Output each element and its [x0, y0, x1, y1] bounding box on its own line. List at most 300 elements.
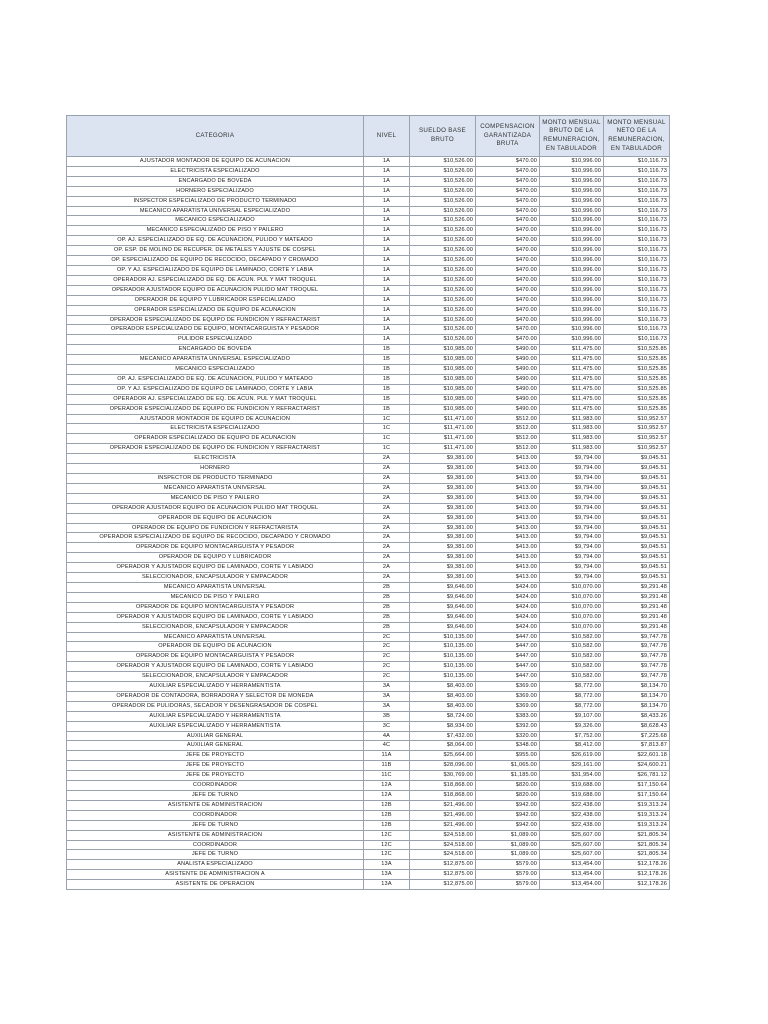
cell-nivel: 2A — [364, 483, 410, 493]
cell-monto-bruto: $9,794.00 — [540, 503, 604, 513]
cell-monto-neto: $10,116.73 — [604, 256, 670, 266]
table-row — [67, 612, 670, 622]
table-row — [67, 246, 670, 256]
cell-nivel: 2B — [364, 602, 410, 612]
cell-monto-neto: $10,116.73 — [604, 265, 670, 275]
cell-compensacion: $413.00 — [476, 503, 540, 513]
cell-monto-neto: $19,313.24 — [604, 800, 670, 810]
cell-monto-bruto: $11,983.00 — [540, 444, 604, 454]
cell-compensacion: $470.00 — [476, 196, 540, 206]
cell-monto-bruto: $11,475.00 — [540, 374, 604, 384]
cell-categoria: PULIDOR ESPECIALIZADO — [67, 335, 364, 345]
cell-nivel: 4C — [364, 741, 410, 751]
table-row — [67, 553, 670, 563]
cell-compensacion: $470.00 — [476, 236, 540, 246]
cell-monto-neto: $10,525.85 — [604, 374, 670, 384]
table-row — [67, 275, 670, 285]
cell-categoria: COORDINADOR — [67, 840, 364, 850]
cell-nivel: 1A — [364, 196, 410, 206]
table-row — [67, 166, 670, 176]
cell-compensacion: $1,089.00 — [476, 840, 540, 850]
cell-sueldo-base: $10,526.00 — [410, 216, 476, 226]
table-row — [67, 404, 670, 414]
cell-categoria: OPERADOR ESPECIALIZADO DE EQUIPO DE FUNDICION Y REFRACTARIST — [67, 404, 364, 414]
table-row — [67, 335, 670, 345]
cell-sueldo-base: $8,403.00 — [410, 691, 476, 701]
table-row — [67, 820, 670, 830]
cell-monto-bruto: $9,794.00 — [540, 573, 604, 583]
cell-sueldo-base: $10,526.00 — [410, 206, 476, 216]
cell-sueldo-base: $9,381.00 — [410, 464, 476, 474]
cell-monto-neto: $9,291.48 — [604, 612, 670, 622]
cell-compensacion: $1,185.00 — [476, 771, 540, 781]
cell-nivel: 1A — [364, 265, 410, 275]
cell-monto-neto: $10,525.85 — [604, 365, 670, 375]
table-row — [67, 414, 670, 424]
cell-monto-bruto: $9,794.00 — [540, 543, 604, 553]
table-row — [67, 483, 670, 493]
cell-categoria: OPERADOR AJUSTADOR EQUIPO DE ACUNACION PULIDO MAT TROQUEL — [67, 503, 364, 513]
cell-compensacion: $413.00 — [476, 563, 540, 573]
cell-categoria: MECANICO APARATISTA UNIVERSAL ESPECIALIZADO — [67, 355, 364, 365]
cell-monto-neto: $8,433.26 — [604, 711, 670, 721]
cell-monto-neto: $9,045.51 — [604, 503, 670, 513]
cell-categoria: OPERADOR DE EQUIPO Y LUBRICADOR ESPECIALIZADO — [67, 295, 364, 305]
cell-sueldo-base: $11,471.00 — [410, 414, 476, 424]
cell-nivel: 1B — [364, 374, 410, 384]
cell-sueldo-base: $24,518.00 — [410, 840, 476, 850]
cell-nivel: 13A — [364, 860, 410, 870]
cell-sueldo-base: $9,381.00 — [410, 523, 476, 533]
cell-monto-neto: $9,747.78 — [604, 652, 670, 662]
cell-compensacion: $470.00 — [476, 305, 540, 315]
cell-sueldo-base: $10,526.00 — [410, 176, 476, 186]
cell-sueldo-base: $8,724.00 — [410, 711, 476, 721]
cell-monto-neto: $10,952.57 — [604, 424, 670, 434]
cell-categoria: OPERADOR AJ. ESPECIALIZADO DE EQ. DE ACUN. PUL Y MAT TROQUEL — [67, 394, 364, 404]
table-row — [67, 850, 670, 860]
cell-categoria: OP. AJ. ESPECIALIZADO DE EQ. DE ACUNACION, PULIDO Y MATEADO — [67, 236, 364, 246]
cell-compensacion: $470.00 — [476, 166, 540, 176]
table-row — [67, 751, 670, 761]
cell-compensacion: $1,089.00 — [476, 830, 540, 840]
cell-nivel: 2A — [364, 454, 410, 464]
cell-compensacion: $470.00 — [476, 246, 540, 256]
cell-compensacion: $413.00 — [476, 454, 540, 464]
cell-monto-bruto: $9,107.00 — [540, 711, 604, 721]
table-row — [67, 325, 670, 335]
cell-monto-neto: $9,747.78 — [604, 662, 670, 672]
cell-nivel: 13A — [364, 870, 410, 880]
table-row — [67, 741, 670, 751]
cell-nivel: 1A — [364, 275, 410, 285]
cell-monto-neto: $10,116.73 — [604, 335, 670, 345]
cell-categoria: ELECTRICISTA ESPECIALIZADO — [67, 424, 364, 434]
cell-sueldo-base: $7,432.00 — [410, 731, 476, 741]
cell-monto-neto: $9,045.51 — [604, 493, 670, 503]
cell-monto-bruto: $10,070.00 — [540, 592, 604, 602]
cell-categoria: MECANICO APARATISTA UNIVERSAL — [67, 632, 364, 642]
cell-monto-bruto: $11,475.00 — [540, 384, 604, 394]
cell-nivel: 2A — [364, 493, 410, 503]
cell-nivel: 2B — [364, 582, 410, 592]
cell-sueldo-base: $10,526.00 — [410, 315, 476, 325]
cell-compensacion: $424.00 — [476, 622, 540, 632]
cell-categoria: SELECCIONADOR, ENCAPSULADOR Y EMPACADOR — [67, 573, 364, 583]
cell-nivel: 1C — [364, 414, 410, 424]
cell-categoria: OP. Y AJ. ESPECIALIZADO DE EQUIPO DE LAMINADO, CORTE Y LABIA — [67, 265, 364, 275]
cell-monto-bruto: $9,794.00 — [540, 553, 604, 563]
cell-sueldo-base: $10,985.00 — [410, 404, 476, 414]
cell-monto-bruto: $10,996.00 — [540, 186, 604, 196]
cell-nivel: 2B — [364, 612, 410, 622]
cell-sueldo-base: $10,985.00 — [410, 394, 476, 404]
cell-categoria: HORNERO — [67, 464, 364, 474]
cell-monto-neto: $10,525.85 — [604, 404, 670, 414]
cell-monto-neto: $21,805.34 — [604, 830, 670, 840]
cell-compensacion: $955.00 — [476, 751, 540, 761]
cell-monto-bruto: $9,794.00 — [540, 483, 604, 493]
cell-nivel: 1A — [364, 246, 410, 256]
cell-compensacion: $413.00 — [476, 573, 540, 583]
table-row — [67, 513, 670, 523]
cell-monto-bruto: $11,983.00 — [540, 414, 604, 424]
cell-sueldo-base: $9,646.00 — [410, 612, 476, 622]
table-row — [67, 731, 670, 741]
cell-nivel: 3A — [364, 701, 410, 711]
table-row — [67, 493, 670, 503]
cell-nivel: 12B — [364, 820, 410, 830]
cell-compensacion: $447.00 — [476, 672, 540, 682]
cell-compensacion: $320.00 — [476, 731, 540, 741]
table-row — [67, 206, 670, 216]
table-row — [67, 800, 670, 810]
cell-nivel: 11B — [364, 761, 410, 771]
cell-compensacion: $1,065.00 — [476, 761, 540, 771]
cell-sueldo-base: $9,381.00 — [410, 553, 476, 563]
cell-monto-neto: $19,313.24 — [604, 810, 670, 820]
cell-compensacion: $490.00 — [476, 384, 540, 394]
cell-categoria: OP. ESP. DE MOLINO DE RECUPER. DE METALES Y AJUSTE DE COSPEL — [67, 246, 364, 256]
cell-compensacion: $490.00 — [476, 365, 540, 375]
cell-categoria: OPERADOR ESPECIALIZADO DE EQUIPO DE RECOCIDO, DECAPADO Y CROMADO — [67, 533, 364, 543]
cell-sueldo-base: $9,646.00 — [410, 592, 476, 602]
cell-monto-bruto: $13,454.00 — [540, 860, 604, 870]
cell-nivel: 1A — [364, 285, 410, 295]
cell-monto-bruto: $10,070.00 — [540, 612, 604, 622]
cell-categoria: ASISTENTE DE ADMINISTRACION — [67, 800, 364, 810]
cell-categoria: OPERADOR DE EQUIPO MONTACARGUISTA Y PESADOR — [67, 652, 364, 662]
cell-compensacion: $579.00 — [476, 870, 540, 880]
cell-nivel: 2B — [364, 622, 410, 632]
cell-sueldo-base: $12,875.00 — [410, 860, 476, 870]
table-row — [67, 434, 670, 444]
table-row — [67, 682, 670, 692]
cell-compensacion: $470.00 — [476, 315, 540, 325]
table-row — [67, 672, 670, 682]
cell-monto-neto: $10,116.73 — [604, 196, 670, 206]
cell-monto-neto: $10,116.73 — [604, 315, 670, 325]
cell-categoria: AUXILIAR ESPECIALIZADO Y HERRAMENTISTA — [67, 711, 364, 721]
table-row — [67, 771, 670, 781]
cell-nivel: 2B — [364, 592, 410, 602]
cell-nivel: 2A — [364, 543, 410, 553]
table-row — [67, 840, 670, 850]
table-row — [67, 602, 670, 612]
cell-compensacion: $579.00 — [476, 880, 540, 890]
cell-monto-bruto: $9,794.00 — [540, 563, 604, 573]
cell-categoria: OPERADOR DE EQUIPO DE ACUNACION — [67, 513, 364, 523]
cell-categoria: AJUSTADOR MONTADOR DE EQUIPO DE ACUNACION — [67, 157, 364, 167]
table-row — [67, 196, 670, 206]
table-row — [67, 157, 670, 167]
cell-monto-neto: $7,813.87 — [604, 741, 670, 751]
cell-sueldo-base: $8,934.00 — [410, 721, 476, 731]
cell-nivel: 1B — [364, 404, 410, 414]
cell-monto-neto: $10,525.85 — [604, 345, 670, 355]
cell-categoria: MECANICO APARATISTA UNIVERSAL ESPECIALIZADO — [67, 206, 364, 216]
cell-categoria: MECANICO ESPECIALIZADO — [67, 365, 364, 375]
cell-categoria: OPERADOR DE EQUIPO MONTACARGUISTA Y PESADOR — [67, 543, 364, 553]
cell-sueldo-base: $24,518.00 — [410, 850, 476, 860]
cell-monto-neto: $9,045.51 — [604, 523, 670, 533]
cell-categoria: OP. AJ. ESPECIALIZADO DE EQ. DE ACUNACION, PULIDO Y MATEADO — [67, 374, 364, 384]
cell-categoria: OPERADOR AJUSTADOR EQUIPO DE ACUNACION PULIDO MAT TROQUEL — [67, 285, 364, 295]
table-row — [67, 345, 670, 355]
cell-nivel: 2C — [364, 672, 410, 682]
cell-sueldo-base: $12,875.00 — [410, 880, 476, 890]
cell-compensacion: $413.00 — [476, 464, 540, 474]
cell-monto-bruto: $10,070.00 — [540, 602, 604, 612]
cell-monto-neto: $21,805.34 — [604, 840, 670, 850]
table-row — [67, 642, 670, 652]
cell-compensacion: $470.00 — [476, 275, 540, 285]
cell-nivel: 1B — [364, 394, 410, 404]
cell-categoria: INSPECTOR DE PRODUCTO TERMINADO — [67, 474, 364, 484]
cell-compensacion: $424.00 — [476, 592, 540, 602]
cell-sueldo-base: $10,526.00 — [410, 335, 476, 345]
cell-compensacion: $447.00 — [476, 632, 540, 642]
cell-monto-bruto: $10,996.00 — [540, 216, 604, 226]
cell-monto-neto: $10,525.85 — [604, 355, 670, 365]
cell-monto-neto: $9,045.51 — [604, 553, 670, 563]
cell-monto-neto: $10,116.73 — [604, 216, 670, 226]
cell-monto-bruto: $8,412.00 — [540, 741, 604, 751]
cell-compensacion: $490.00 — [476, 394, 540, 404]
cell-compensacion: $369.00 — [476, 701, 540, 711]
cell-monto-bruto: $26,619.00 — [540, 751, 604, 761]
cell-nivel: 1A — [364, 236, 410, 246]
cell-categoria: OPERADOR Y AJUSTADOR EQUIPO DE LAMINADO, CORTE Y LABIADO — [67, 612, 364, 622]
cell-categoria: JEFE DE TURNO — [67, 820, 364, 830]
cell-nivel: 1B — [364, 345, 410, 355]
cell-monto-neto: $9,747.78 — [604, 642, 670, 652]
cell-monto-bruto: $9,794.00 — [540, 464, 604, 474]
cell-monto-bruto: $31,954.00 — [540, 771, 604, 781]
table-row — [67, 503, 670, 513]
cell-monto-neto: $8,134.70 — [604, 682, 670, 692]
cell-sueldo-base: $10,526.00 — [410, 246, 476, 256]
cell-monto-neto: $9,045.51 — [604, 573, 670, 583]
cell-monto-neto: $22,601.18 — [604, 751, 670, 761]
cell-monto-neto: $10,116.73 — [604, 186, 670, 196]
cell-monto-bruto: $10,582.00 — [540, 652, 604, 662]
cell-compensacion: $413.00 — [476, 533, 540, 543]
cell-monto-bruto: $11,475.00 — [540, 365, 604, 375]
cell-monto-neto: $10,525.85 — [604, 394, 670, 404]
cell-categoria: OPERADOR DE EQUIPO DE ACUNACION — [67, 642, 364, 652]
cell-monto-bruto: $7,752.00 — [540, 731, 604, 741]
cell-compensacion: $942.00 — [476, 820, 540, 830]
cell-monto-neto: $9,045.51 — [604, 533, 670, 543]
cell-monto-bruto: $19,688.00 — [540, 791, 604, 801]
cell-monto-bruto: $11,983.00 — [540, 434, 604, 444]
cell-compensacion: $392.00 — [476, 721, 540, 731]
table-row — [67, 563, 670, 573]
cell-monto-bruto: $10,996.00 — [540, 226, 604, 236]
cell-categoria: MECANICO APARATISTA UNIVERSAL — [67, 483, 364, 493]
cell-compensacion: $820.00 — [476, 781, 540, 791]
cell-categoria: ASISTENTE DE ADMINISTRACION — [67, 830, 364, 840]
cell-sueldo-base: $8,403.00 — [410, 701, 476, 711]
cell-monto-bruto: $10,996.00 — [540, 246, 604, 256]
cell-monto-neto: $12,178.26 — [604, 870, 670, 880]
cell-categoria: OPERADOR AJ. ESPECIALIZADO DE EQ. DE ACUN. PUL Y MAT TROQUEL — [67, 275, 364, 285]
cell-monto-bruto: $25,607.00 — [540, 830, 604, 840]
cell-compensacion: $470.00 — [476, 265, 540, 275]
table-row — [67, 236, 670, 246]
cell-compensacion: $413.00 — [476, 474, 540, 484]
cell-compensacion: $369.00 — [476, 691, 540, 701]
cell-monto-neto: $8,134.70 — [604, 701, 670, 711]
cell-nivel: 12C — [364, 850, 410, 860]
cell-nivel: 1A — [364, 157, 410, 167]
cell-compensacion: $470.00 — [476, 295, 540, 305]
cell-sueldo-base: $18,868.00 — [410, 781, 476, 791]
cell-nivel: 11A — [364, 751, 410, 761]
cell-sueldo-base: $10,985.00 — [410, 345, 476, 355]
header-monto-bruto: MONTO MENSUAL BRUTO DE LA REMUNERACION, EN TABULADOR — [540, 116, 604, 157]
cell-sueldo-base: $10,526.00 — [410, 305, 476, 315]
table-row — [67, 810, 670, 820]
cell-monto-neto: $7,225.68 — [604, 731, 670, 741]
table-row — [67, 791, 670, 801]
table-row — [67, 464, 670, 474]
cell-sueldo-base: $10,135.00 — [410, 672, 476, 682]
cell-monto-neto: $9,291.48 — [604, 582, 670, 592]
cell-nivel: 2C — [364, 632, 410, 642]
cell-nivel: 1A — [364, 295, 410, 305]
cell-monto-neto: $10,116.73 — [604, 295, 670, 305]
cell-sueldo-base: $10,985.00 — [410, 365, 476, 375]
cell-monto-bruto: $10,996.00 — [540, 275, 604, 285]
cell-monto-bruto: $10,996.00 — [540, 256, 604, 266]
cell-nivel: 13A — [364, 880, 410, 890]
cell-categoria: ELECTRICISTA — [67, 454, 364, 464]
cell-monto-neto: $10,116.73 — [604, 236, 670, 246]
table-row — [67, 454, 670, 464]
table-row — [67, 691, 670, 701]
table-row — [67, 870, 670, 880]
cell-monto-bruto: $10,996.00 — [540, 325, 604, 335]
header-categoria: CATEGORIA — [67, 116, 364, 157]
cell-sueldo-base: $21,496.00 — [410, 810, 476, 820]
cell-monto-neto: $9,291.48 — [604, 592, 670, 602]
cell-categoria: MECANICO ESPECIALIZADO — [67, 216, 364, 226]
cell-monto-bruto: $10,996.00 — [540, 285, 604, 295]
cell-monto-bruto: $13,454.00 — [540, 880, 604, 890]
cell-compensacion: $490.00 — [476, 345, 540, 355]
cell-nivel: 2C — [364, 642, 410, 652]
cell-monto-neto: $10,116.73 — [604, 275, 670, 285]
cell-categoria: OP. Y AJ. ESPECIALIZADO DE EQUIPO DE LAMINADO, CORTE Y LABIA — [67, 384, 364, 394]
cell-monto-bruto: $10,996.00 — [540, 157, 604, 167]
table-row — [67, 592, 670, 602]
cell-monto-bruto: $29,161.00 — [540, 761, 604, 771]
cell-nivel: 2A — [364, 563, 410, 573]
cell-sueldo-base: $10,526.00 — [410, 166, 476, 176]
cell-nivel: 1A — [364, 206, 410, 216]
table-row — [67, 830, 670, 840]
cell-sueldo-base: $10,985.00 — [410, 355, 476, 365]
cell-categoria: OPERADOR ESPECIALIZADO DE EQUIPO DE ACUNACION — [67, 305, 364, 315]
cell-sueldo-base: $10,526.00 — [410, 157, 476, 167]
header-row — [67, 116, 670, 157]
table-row — [67, 365, 670, 375]
cell-monto-neto: $10,116.73 — [604, 157, 670, 167]
cell-compensacion: $424.00 — [476, 582, 540, 592]
cell-monto-neto: $9,045.51 — [604, 454, 670, 464]
cell-categoria: ELECTRICISTA ESPECIALIZADO — [67, 166, 364, 176]
cell-compensacion: $470.00 — [476, 285, 540, 295]
cell-compensacion: $413.00 — [476, 483, 540, 493]
table-body — [67, 157, 670, 890]
cell-monto-neto: $24,600.21 — [604, 761, 670, 771]
cell-monto-bruto: $9,794.00 — [540, 523, 604, 533]
cell-compensacion: $383.00 — [476, 711, 540, 721]
cell-compensacion: $424.00 — [476, 602, 540, 612]
cell-compensacion: $512.00 — [476, 424, 540, 434]
cell-monto-neto: $10,116.73 — [604, 246, 670, 256]
cell-nivel: 12C — [364, 830, 410, 840]
cell-monto-bruto: $11,475.00 — [540, 394, 604, 404]
table-row — [67, 384, 670, 394]
cell-categoria: OPERADOR DE CONTADORA, BORRADORA Y SELECTOR DE MONEDA — [67, 691, 364, 701]
cell-sueldo-base: $9,646.00 — [410, 602, 476, 612]
cell-monto-neto: $9,291.48 — [604, 602, 670, 612]
cell-categoria: OPERADOR DE EQUIPO MONTACARGUISTA Y PESADOR — [67, 602, 364, 612]
cell-monto-neto: $10,952.57 — [604, 414, 670, 424]
table-header — [67, 116, 670, 157]
cell-nivel: 1B — [364, 355, 410, 365]
cell-categoria: JEFE DE TURNO — [67, 850, 364, 860]
table-row — [67, 444, 670, 454]
table-row — [67, 880, 670, 890]
cell-categoria: OPERADOR ESPECIALIZADO DE EQUIPO, MONTACARGUISTA Y PESADOR — [67, 325, 364, 335]
cell-categoria: MECANICO APARATISTA UNIVERSAL — [67, 582, 364, 592]
cell-sueldo-base: $9,381.00 — [410, 503, 476, 513]
cell-sueldo-base: $9,646.00 — [410, 582, 476, 592]
cell-nivel: 2A — [364, 523, 410, 533]
cell-categoria: MECANICO ESPECIALIZADO DE PISO Y PAILERO — [67, 226, 364, 236]
table-row — [67, 582, 670, 592]
cell-monto-neto: $10,952.57 — [604, 434, 670, 444]
table-row — [67, 305, 670, 315]
table-row — [67, 860, 670, 870]
cell-monto-bruto: $11,475.00 — [540, 355, 604, 365]
cell-compensacion: $413.00 — [476, 523, 540, 533]
cell-nivel: 1B — [364, 365, 410, 375]
